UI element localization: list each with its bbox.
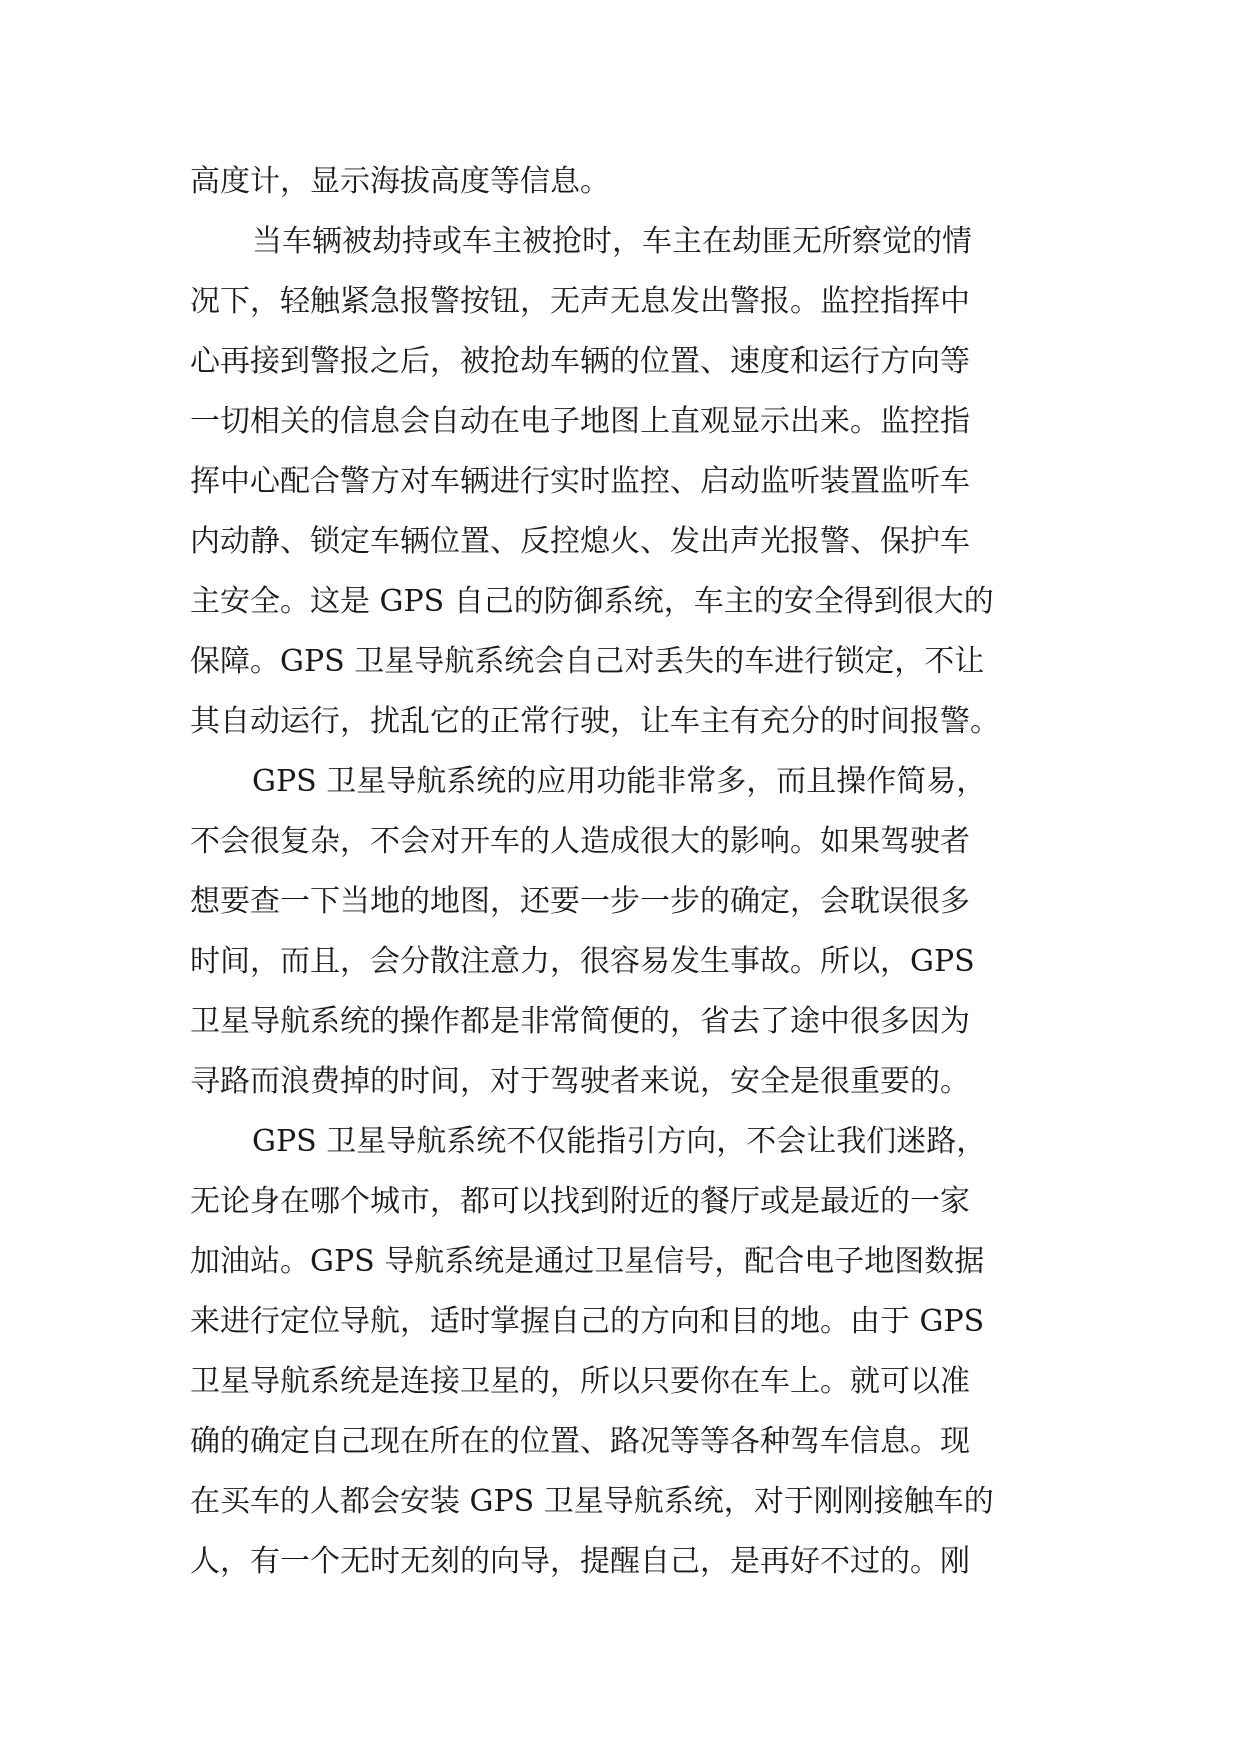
text-line: 卫星导航系统是连接卫星的，所以只要你在车上。就可以准: [190, 1364, 970, 1399]
text-line: 时间，而且，会分散注意力，很容易发生事故。所以，GPS: [190, 944, 975, 979]
text-line: 确的确定自己现在所在的位置、路况等等各种驾车信息。现: [190, 1424, 970, 1459]
text-line: GPS 卫星导航系统不仅能指引方向，不会让我们迷路，: [252, 1124, 987, 1159]
text-line: 心再接到警报之后，被抢劫车辆的位置、速度和运行方向等: [190, 344, 970, 379]
text-line: 挥中心配合警方对车辆进行实时监控、启动监听装置监听车: [190, 464, 970, 499]
text-line: 当车辆被劫持或车主被抢时，车主在劫匪无所察觉的情: [252, 224, 972, 259]
text-line: 卫星导航系统的操作都是非常简便的，省去了途中很多因为: [190, 1004, 970, 1039]
text-line: 一切相关的信息会自动在电子地图上直观显示出来。监控指: [190, 404, 970, 439]
body-text: [190, 152, 1050, 1592]
text-line: 寻路而浪费掉的时间，对于驾驶者来说，安全是很重要的。: [190, 1064, 970, 1099]
text-line: 不会很复杂，不会对开车的人造成很大的影响。如果驾驶者: [190, 824, 970, 859]
text-line: 无论身在哪个城市，都可以找到附近的餐厅或是最近的一家: [190, 1184, 970, 1219]
text-line: 主安全。这是 GPS 自己的防御系统，车主的安全得到很大的: [190, 584, 994, 619]
text-line: 人，有一个无时无刻的向导，提醒自己，是再好不过的。刚: [190, 1544, 970, 1579]
text-line: 来进行定位导航，适时掌握自己的方向和目的地。由于 GPS: [190, 1304, 985, 1339]
text-line: 在买车的人都会安装 GPS 卫星导航系统，对于刚刚接触车的: [190, 1484, 994, 1519]
text-line: 其自动运行，扰乱它的正常行驶，让车主有充分的时间报警。: [190, 704, 1000, 739]
text-line: 内动静、锁定车辆位置、反控熄火、发出声光报警、保护车: [190, 524, 970, 559]
text-line: 保障。GPS 卫星导航系统会自己对丢失的车进行锁定，不让: [190, 644, 985, 679]
text-line: 高度计，显示海拔高度等信息。: [190, 164, 610, 199]
text-line: 加油站。GPS 导航系统是通过卫星信号，配合电子地图数据: [190, 1244, 985, 1279]
text-line: 况下，轻触紧急报警按钮，无声无息发出警报。监控指挥中: [190, 284, 970, 319]
text-line: GPS 卫星导航系统的应用功能非常多，而且操作简易，: [252, 764, 987, 799]
text-line: 想要查一下当地的地图，还要一步一步的确定，会耽误很多: [190, 884, 970, 919]
